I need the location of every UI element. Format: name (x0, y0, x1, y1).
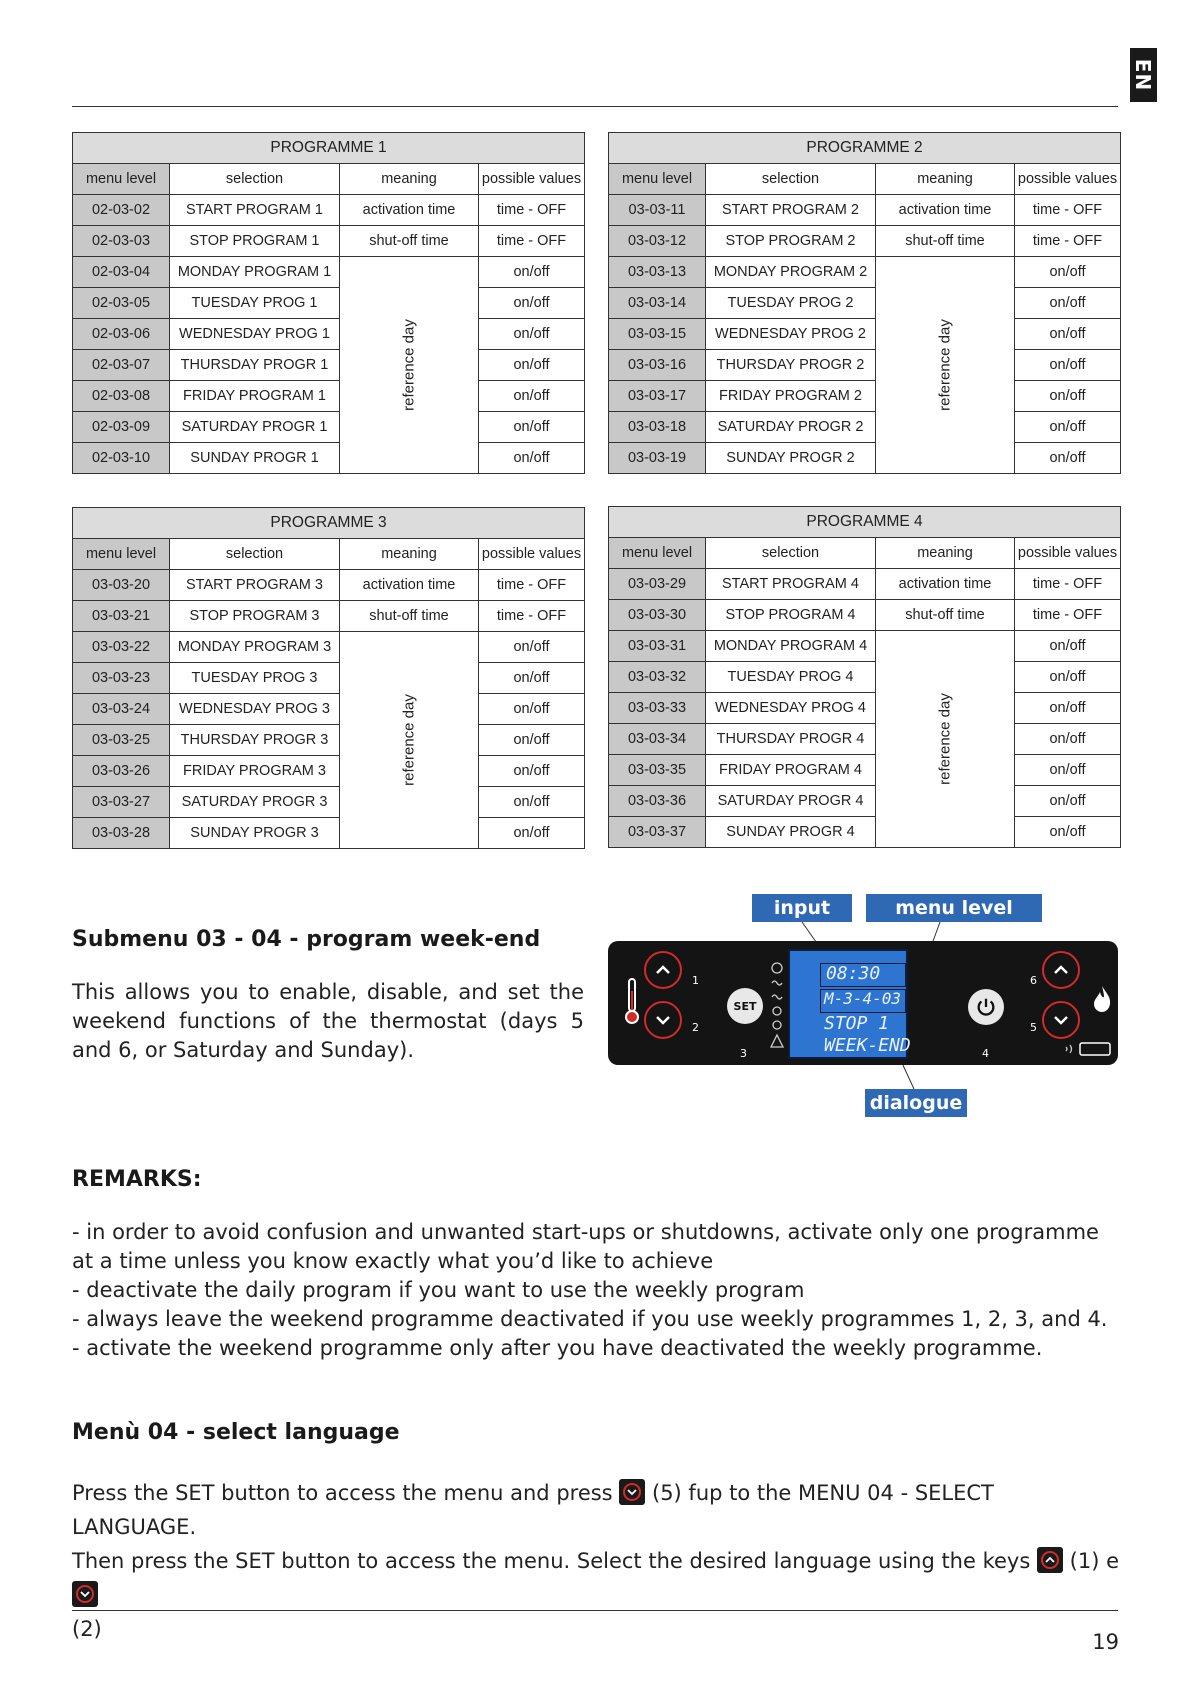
selection-cell: SUNDAY PROGR 4 (706, 817, 876, 848)
selection-cell: STOP PROGRAM 2 (706, 226, 876, 257)
dialogue-label: dialogue (865, 1089, 967, 1117)
reference-day-label: reference day (400, 319, 418, 411)
possible-value-cell: on/off (479, 756, 585, 787)
table-row (609, 443, 1121, 474)
selection-cell: SATURDAY PROGR 2 (706, 412, 876, 443)
power-icon (975, 996, 997, 1018)
selection-cell: FRIDAY PROGRAM 2 (706, 381, 876, 412)
selection-cell: WEDNESDAY PROG 2 (706, 319, 876, 350)
signal-battery-icon (1064, 1041, 1114, 1057)
table-row (73, 350, 585, 381)
selection-cell: THURSDAY PROGR 4 (706, 724, 876, 755)
column-header: selection (170, 164, 340, 195)
up-button-6[interactable] (1042, 951, 1080, 989)
possible-value-cell: on/off (479, 663, 585, 694)
table-row (73, 663, 585, 694)
possible-value-cell: on/off (479, 319, 585, 350)
possible-value-cell: on/off (1015, 381, 1121, 412)
menu-level-cell: 02-03-04 (73, 257, 170, 288)
menu-level-cell: 03-03-24 (73, 694, 170, 725)
column-header: possible values (1015, 164, 1121, 195)
selection-cell: START PROGRAM 1 (170, 195, 340, 226)
selection-cell: WEDNESDAY PROG 4 (706, 693, 876, 724)
possible-value-cell: on/off (479, 818, 585, 849)
language-body (72, 1476, 1122, 1646)
column-header: meaning (340, 539, 479, 570)
menu-level-cell: 03-03-26 (73, 756, 170, 787)
table-row (73, 725, 585, 756)
possible-value-cell: on/off (1015, 724, 1121, 755)
down-key-icon (619, 1479, 645, 1505)
possible-value-cell: on/off (479, 694, 585, 725)
possible-value-cell: time - OFF (479, 570, 585, 601)
possible-value-cell: on/off (1015, 662, 1121, 693)
lcd-screen (788, 949, 911, 1059)
language-text-2a: Then press the SET button to access the menu. Select the desired language using the keys (72, 1549, 1031, 1573)
menu-level-cell: 03-03-29 (609, 569, 706, 600)
table-row (73, 756, 585, 787)
selection-cell: SATURDAY PROGR 4 (706, 786, 876, 817)
column-header: meaning (876, 538, 1015, 569)
chevron-down-icon (653, 1010, 673, 1030)
remark-line-1: - in order to avoid confusion and unwanted start-ups or shutdowns, activate only one programme at a time unless you know exactly what you’d like to achieve (72, 1220, 1099, 1273)
chevron-up-icon (1051, 960, 1071, 980)
possible-value-cell: time - OFF (479, 195, 585, 226)
table-row (609, 195, 1121, 226)
meaning-cell: activation time (876, 195, 1015, 226)
table-row (609, 631, 1121, 662)
possible-value-cell: on/off (479, 632, 585, 663)
menu-level-cell: 03-03-27 (73, 787, 170, 818)
selection-cell: THURSDAY PROGR 1 (170, 350, 340, 381)
table-title: PROGRAMME 2 (609, 133, 1121, 164)
column-header: menu level (73, 164, 170, 195)
reference-day-cell (340, 632, 479, 849)
programme-2-table (608, 132, 1121, 474)
selection-cell: TUESDAY PROG 1 (170, 288, 340, 319)
column-header: possible values (1015, 538, 1121, 569)
menu-level-cell: 03-03-13 (609, 257, 706, 288)
possible-value-cell: on/off (1015, 443, 1121, 474)
menu-level-cell: 03-03-20 (73, 570, 170, 601)
possible-value-cell: time - OFF (1015, 600, 1121, 631)
selection-cell: FRIDAY PROGRAM 1 (170, 381, 340, 412)
key-number-2: 2 (692, 1021, 699, 1034)
selection-cell: FRIDAY PROGRAM 4 (706, 755, 876, 786)
selection-cell: TUESDAY PROG 2 (706, 288, 876, 319)
menu-level-cell: 03-03-15 (609, 319, 706, 350)
table-row (609, 381, 1121, 412)
table-row (73, 226, 585, 257)
table-title: PROGRAMME 1 (73, 133, 585, 164)
page-number: 19 (1092, 1630, 1119, 1654)
table-row (609, 350, 1121, 381)
table-row (73, 288, 585, 319)
selection-cell: START PROGRAM 2 (706, 195, 876, 226)
menu-level-cell: 03-03-31 (609, 631, 706, 662)
down-button-5[interactable] (1042, 1001, 1080, 1039)
language-text-2b: (1) e (1069, 1549, 1120, 1573)
column-header: meaning (340, 164, 479, 195)
programme-1-table (72, 132, 585, 474)
possible-value-cell: time - OFF (1015, 195, 1121, 226)
possible-value-cell: on/off (1015, 631, 1121, 662)
menu-level-cell: 03-03-28 (73, 818, 170, 849)
lcd-dialogue-line-2: WEEK-END (824, 1035, 911, 1056)
meaning-cell: activation time (876, 569, 1015, 600)
table-row (609, 319, 1121, 350)
column-header: menu level (609, 164, 706, 195)
table-row (609, 288, 1121, 319)
table-row (73, 195, 585, 226)
possible-value-cell: on/off (1015, 693, 1121, 724)
selection-cell: STOP PROGRAM 4 (706, 600, 876, 631)
table-row (609, 662, 1121, 693)
menu-level-cell: 03-03-35 (609, 755, 706, 786)
remark-line-4: - activate the weekend programme only after you have deactivated the weekly programme. (72, 1336, 1043, 1360)
possible-value-cell: on/off (1015, 755, 1121, 786)
down-button-2[interactable] (644, 1001, 682, 1039)
menu-level-cell: 02-03-08 (73, 381, 170, 412)
set-button[interactable]: SET (727, 988, 763, 1024)
reference-day-label: reference day (400, 694, 418, 786)
possible-value-cell: on/off (479, 787, 585, 818)
menu-level-cell: 03-03-16 (609, 350, 706, 381)
possible-value-cell: time - OFF (479, 601, 585, 632)
menu-level-cell: 03-03-22 (73, 632, 170, 663)
lcd-dialogue-line-1: STOP 1 (824, 1013, 890, 1034)
key-number-1: 1 (692, 974, 699, 987)
status-icons (770, 961, 784, 1051)
selection-cell: START PROGRAM 4 (706, 569, 876, 600)
key-number-6: 6 (1030, 974, 1037, 987)
possible-value-cell: time - OFF (1015, 226, 1121, 257)
selection-cell: STOP PROGRAM 1 (170, 226, 340, 257)
possible-value-cell: time - OFF (479, 226, 585, 257)
table-row (73, 443, 585, 474)
programme-3-table (72, 507, 585, 849)
bottom-rule (72, 1610, 1118, 1611)
selection-cell: SUNDAY PROGR 1 (170, 443, 340, 474)
possible-value-cell: on/off (479, 288, 585, 319)
remark-line-2: - deactivate the daily program if you want to use the weekly program (72, 1278, 805, 1302)
table-row (73, 257, 585, 288)
selection-cell: THURSDAY PROGR 3 (170, 725, 340, 756)
meaning-cell: shut-off time (340, 226, 479, 257)
selection-cell: FRIDAY PROGRAM 3 (170, 756, 340, 787)
table-row (73, 601, 585, 632)
possible-value-cell: on/off (1015, 288, 1121, 319)
possible-value-cell: on/off (1015, 257, 1121, 288)
reference-day-cell (876, 631, 1015, 848)
key-number-5: 5 (1030, 1021, 1037, 1034)
column-header: menu level (73, 539, 170, 570)
key-number-3: 3 (740, 1047, 747, 1060)
menu-level-cell: 03-03-23 (73, 663, 170, 694)
menu-level-cell: 03-03-30 (609, 600, 706, 631)
table-row (609, 569, 1121, 600)
reference-day-label: reference day (936, 319, 954, 411)
key-number-4: 4 (982, 1047, 989, 1060)
menu-level-label: menu level (866, 894, 1042, 922)
remarks-heading: REMARKS: (72, 1167, 202, 1192)
table-row (73, 319, 585, 350)
reference-day-cell (340, 257, 479, 474)
selection-cell: MONDAY PROGRAM 1 (170, 257, 340, 288)
possible-value-cell: on/off (479, 443, 585, 474)
menu-level-cell: 03-03-36 (609, 786, 706, 817)
down-key-icon (72, 1581, 98, 1607)
selection-cell: SUNDAY PROGR 2 (706, 443, 876, 474)
column-header: selection (706, 164, 876, 195)
menu-level-cell: 02-03-03 (73, 226, 170, 257)
possible-value-cell: on/off (479, 381, 585, 412)
table-row (73, 381, 585, 412)
table-row (73, 787, 585, 818)
selection-cell: TUESDAY PROG 4 (706, 662, 876, 693)
dialogue-leader (902, 1063, 914, 1089)
table-row (609, 724, 1121, 755)
flame-icon (1092, 985, 1112, 1013)
language-text-1b: (5) fup to the MENU 04 - SELECT LANGUAGE. (72, 1481, 994, 1539)
thermometer-icon (624, 977, 640, 1025)
selection-cell: START PROGRAM 3 (170, 570, 340, 601)
remark-line-3: - always leave the weekend programme deactivated if you use weekly programmes 1, 2, 3, and 4. (72, 1307, 1108, 1331)
chevron-down-icon (1051, 1010, 1071, 1030)
meaning-cell: activation time (340, 570, 479, 601)
table-title: PROGRAMME 3 (73, 508, 585, 539)
menu-level-cell: 03-03-32 (609, 662, 706, 693)
menu-level-cell: 03-03-34 (609, 724, 706, 755)
top-rule (72, 106, 1118, 107)
meaning-cell: shut-off time (340, 601, 479, 632)
menu-level-cell: 03-03-18 (609, 412, 706, 443)
submenu-body: This allows you to enable, disable, and set the weekend functions of the thermostat (days 5 and 6, or Saturday and Sunday). (72, 980, 584, 1062)
lcd-menu-level: M-3-4-03 (824, 989, 902, 1008)
programme-4-table (608, 506, 1121, 848)
power-button[interactable] (968, 989, 1004, 1025)
selection-cell: MONDAY PROGRAM 2 (706, 257, 876, 288)
remarks-list (72, 1218, 1122, 1363)
column-header: selection (706, 538, 876, 569)
possible-value-cell: on/off (1015, 786, 1121, 817)
possible-value-cell: on/off (1015, 350, 1121, 381)
selection-cell: MONDAY PROGRAM 3 (170, 632, 340, 663)
language-tab-label: EN (1131, 58, 1156, 92)
selection-cell: THURSDAY PROGR 2 (706, 350, 876, 381)
possible-value-cell: on/off (1015, 817, 1121, 848)
menu-level-cell: 03-03-12 (609, 226, 706, 257)
meaning-cell: activation time (340, 195, 479, 226)
reference-day-cell (876, 257, 1015, 474)
table-row (73, 412, 585, 443)
table-row (609, 412, 1121, 443)
table-row (73, 818, 585, 849)
menu-level-cell: 02-03-02 (73, 195, 170, 226)
possible-value-cell: on/off (1015, 319, 1121, 350)
table-row (609, 226, 1121, 257)
menu-level-cell: 02-03-09 (73, 412, 170, 443)
possible-value-cell: on/off (479, 257, 585, 288)
language-text-2c: (2) (72, 1617, 102, 1641)
selection-cell: WEDNESDAY PROG 1 (170, 319, 340, 350)
table-row (609, 817, 1121, 848)
menu-level-cell: 03-03-25 (73, 725, 170, 756)
menu-level-cell: 03-03-17 (609, 381, 706, 412)
selection-cell: SATURDAY PROGR 1 (170, 412, 340, 443)
possible-value-cell: on/off (479, 350, 585, 381)
reference-day-label: reference day (936, 693, 954, 785)
table-row (73, 694, 585, 725)
menu-level-cell: 03-03-11 (609, 195, 706, 226)
thermostat-panel (608, 941, 1118, 1065)
language-tab (1130, 48, 1157, 102)
language-heading: Menù 04 - select language (72, 1420, 400, 1445)
table-row (609, 257, 1121, 288)
table-title: PROGRAMME 4 (609, 507, 1121, 538)
input-label: input (752, 894, 852, 922)
menu-level-cell: 02-03-07 (73, 350, 170, 381)
menu-level-cell: 02-03-05 (73, 288, 170, 319)
menu-level-cell: 03-03-19 (609, 443, 706, 474)
up-key-icon (1037, 1547, 1063, 1573)
submenu-heading: Submenu 03 - 04 - program week-end (72, 927, 541, 952)
menu-level-cell: 02-03-06 (73, 319, 170, 350)
meaning-cell: shut-off time (876, 226, 1015, 257)
selection-cell: WEDNESDAY PROG 3 (170, 694, 340, 725)
table-row (609, 755, 1121, 786)
table-row (609, 600, 1121, 631)
menu-level-cell: 03-03-37 (609, 817, 706, 848)
table-row (73, 570, 585, 601)
language-text-1a: Press the SET button to access the menu and press (72, 1481, 613, 1505)
chevron-up-icon (653, 960, 673, 980)
menu-level-cell: 03-03-21 (73, 601, 170, 632)
table-row (73, 632, 585, 663)
selection-cell: TUESDAY PROG 3 (170, 663, 340, 694)
selection-cell: SATURDAY PROGR 3 (170, 787, 340, 818)
column-header: meaning (876, 164, 1015, 195)
column-header: menu level (609, 538, 706, 569)
selection-cell: STOP PROGRAM 3 (170, 601, 340, 632)
selection-cell: MONDAY PROGRAM 4 (706, 631, 876, 662)
table-row (609, 786, 1121, 817)
column-header: possible values (479, 164, 585, 195)
menu-level-cell: 03-03-33 (609, 693, 706, 724)
selection-cell: SUNDAY PROGR 3 (170, 818, 340, 849)
column-header: selection (170, 539, 340, 570)
possible-value-cell: on/off (1015, 412, 1121, 443)
possible-value-cell: time - OFF (1015, 569, 1121, 600)
menu-level-cell: 02-03-10 (73, 443, 170, 474)
column-header: possible values (479, 539, 585, 570)
possible-value-cell: on/off (479, 412, 585, 443)
menu-level-cell: 03-03-14 (609, 288, 706, 319)
possible-value-cell: on/off (479, 725, 585, 756)
lcd-time: 08:30 (826, 963, 881, 984)
up-button-1[interactable] (644, 951, 682, 989)
meaning-cell: shut-off time (876, 600, 1015, 631)
table-row (609, 693, 1121, 724)
